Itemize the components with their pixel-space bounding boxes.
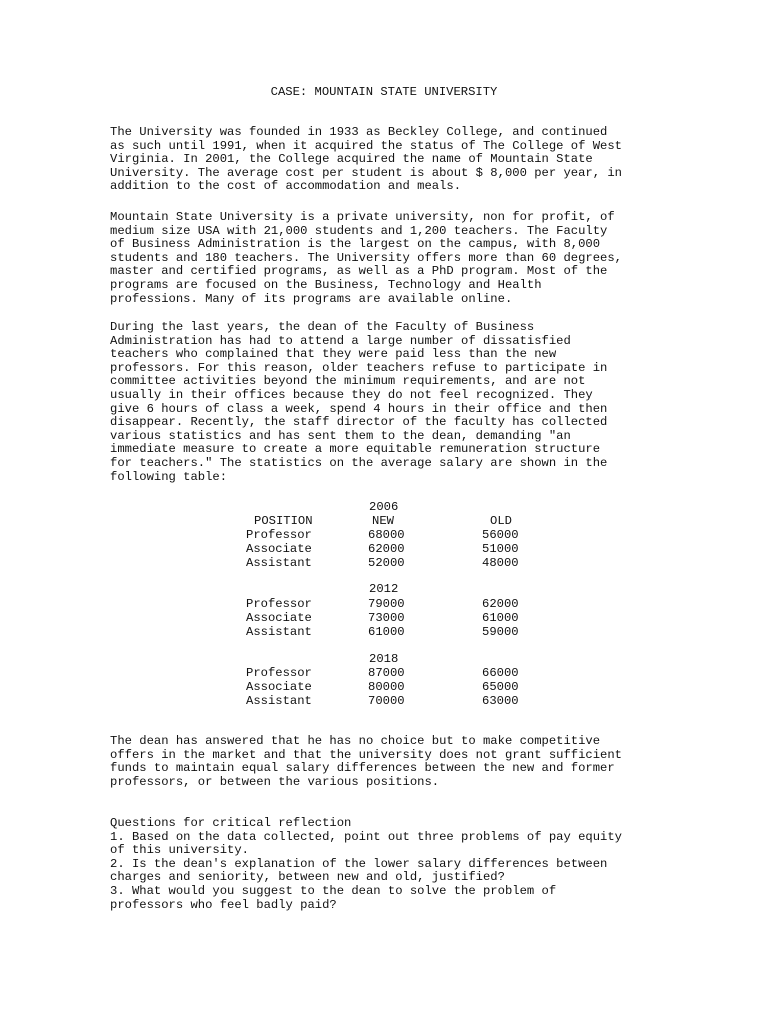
table-cell-old: 63000 [482,694,519,708]
table-cell-old: 56000 [482,528,519,542]
table-cell-old: 59000 [482,625,519,639]
table-cell-new: 73000 [368,611,405,625]
paragraph-complaints: During the last years, the dean of the Faculty of Business Administration has had to attend a large number of dissatisfied teachers who complained that they were paid less than the new professors. For this reason, older teachers refuse to participate in committee activities beyond the minimum requirements, and are not usually in their offices because they do not feel recognized. They give 6 hours of class a week, spend 4 hours in their office and then disappear. Recently, the staff director of the faculty has collected various statistics and has sent them to the dean, demanding "an immediate measure to create a more equitable remuneration structure for teachers." The statistics on the average salary are shown in the following table: [110,320,608,484]
table-cell-old: 62000 [482,597,519,611]
table-cell-new: 52000 [368,556,405,570]
document-title: CASE: MOUNTAIN STATE UNIVERSITY [270,85,498,99]
table-cell-position: Associate [246,542,312,556]
table-cell-new: 87000 [368,666,405,680]
table-cell-position: Professor [246,528,312,542]
table-header-old: OLD [490,514,512,528]
table-cell-new: 68000 [368,528,405,542]
table-cell-position: Professor [246,597,312,611]
paragraph-history: The University was founded in 1933 as Beckley College, and continued as such until 1991, when it acquired the status of The College of West Virginia. In 2001, the College acquired the name of Mountain State University. The average cost per student is about $ 8,000 per year, in addition to the cost of accommodation and meals. [110,125,622,194]
table-cell-new: 80000 [368,680,405,694]
table-cell-old: 65000 [482,680,519,694]
table-cell-new: 61000 [368,625,405,639]
table-cell-old: 61000 [482,611,519,625]
table-cell-position: Associate [246,680,312,694]
table-cell-old: 48000 [482,556,519,570]
table-cell-new: 70000 [368,694,405,708]
table-cell-new: 79000 [368,597,405,611]
table-year-heading: 2012 [369,582,399,596]
questions-section: Questions for critical reflection 1. Based on the data collected, point out three problems of pay equity of this university. 2. Is the dean's explanation of the lower salary differences between charges and seniority, between new and old, justified? 3. What would you suggest to the dean to solve the problem of professors who feel badly paid? [110,816,622,912]
table-cell-position: Assistant [246,556,312,570]
table-cell-old: 51000 [482,542,519,556]
paragraph-profile: Mountain State University is a private university, non for profit, of medium size USA with 21,000 students and 1,200 teachers. The Faculty of Business Administration is the largest on the campus, with 8,000 students and 180 teachers. The University offers more than 60 degrees, master and certified programs, as well as a PhD program. Most of the programs are focused on the Business, Technology and Health professions. Many of its programs are available online. [110,210,622,306]
table-cell-position: Professor [246,666,312,680]
table-cell-old: 66000 [482,666,519,680]
table-cell-position: Assistant [246,625,312,639]
paragraph-dean-answer: The dean has answered that he has no choice but to make competitive offers in the market and that the university does not grant sufficient funds to maintain equal salary differences between the new and former professors, or between the various positions. [110,734,622,789]
table-cell-new: 62000 [368,542,405,556]
table-cell-position: Associate [246,611,312,625]
table-cell-position: Assistant [246,694,312,708]
table-year-heading: 2006 [369,500,399,514]
table-year-heading: 2018 [369,652,399,666]
table-header-position: POSITION [254,514,313,528]
table-header-new: NEW [372,514,394,528]
